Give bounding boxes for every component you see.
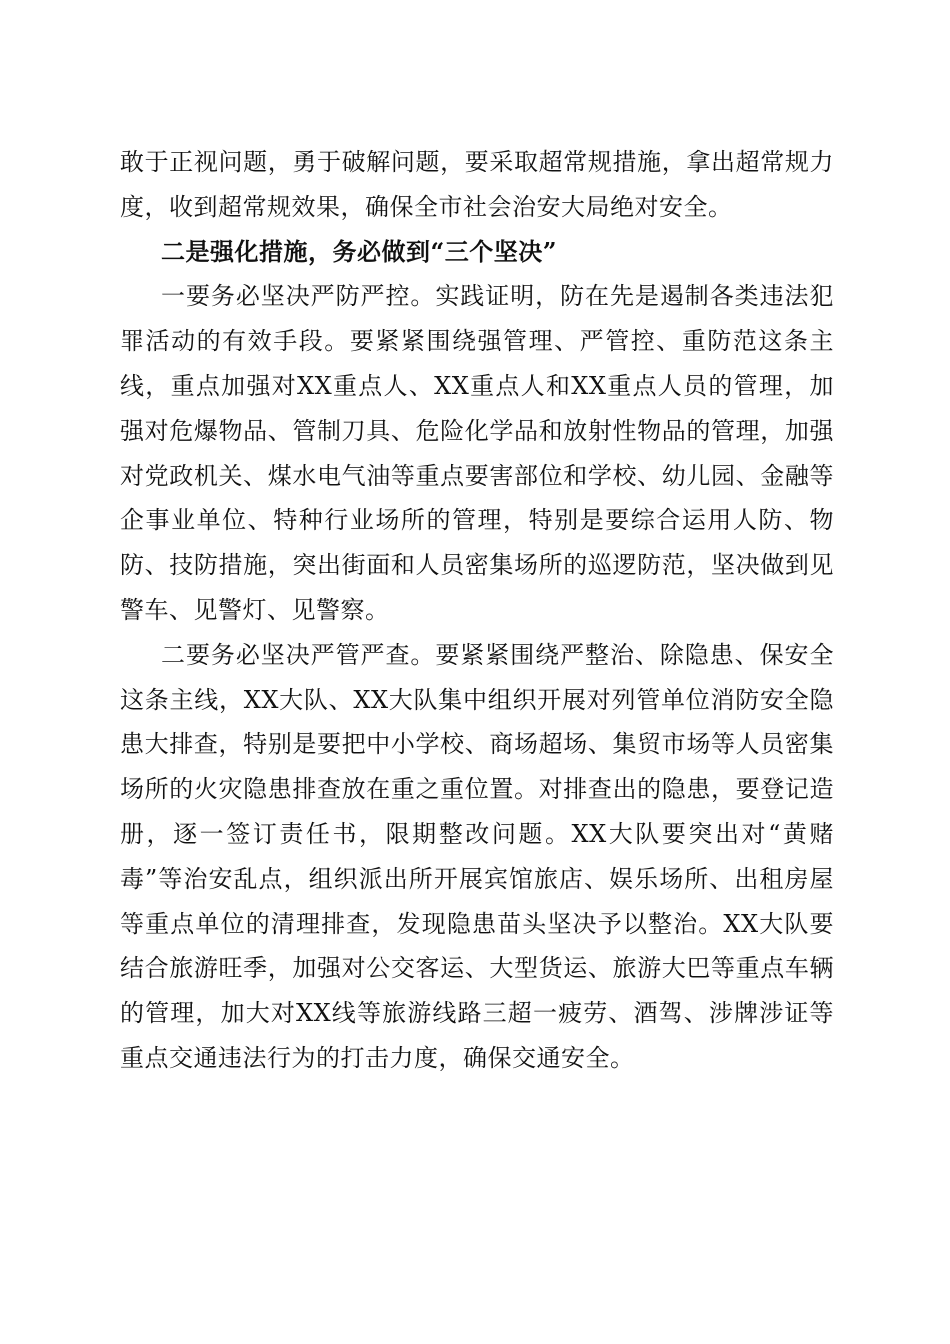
document-body: [120, 140, 834, 1081]
paragraph-strict-prevention: 一要务必坚决严防严控。实践证明，防在先是遏制各类违法犯罪活动的有效手段。要紧紧围绕强管理、严管控、重防范这条主线，重点加强对XX重点人、XX重点人和XX重点人员的管理，加强对危爆物品、管制刀具、危险化学品和放射性物品的管理，加强对党政机关、煤水电气油等重点要害部位和学校、幼儿园、金融等企事业单位、特种行业场所的管理，特别是要综合运用人防、物防、技防措施，突出街面和人员密集场所的巡逻防范，坚决做到见警车、见警灯、见警察。: [120, 282, 834, 624]
paragraph-continuation: 敢于正视问题，勇于破解问题，要采取超常规措施，拿出超常规力度，收到超常规效果，确保全市社会治安大局绝对安全。: [120, 148, 834, 221]
section-heading: 二是强化措施，务必做到“三个坚决”: [161, 236, 558, 266]
paragraph-strict-inspection: 二要务必坚决严管严查。要紧紧围绕严整治、除隐患、保安全这条主线，XX大队、XX大队集中组织开展对列管单位消防安全隐患大排查，特别是要把中小学校、商场超场、集贸市场等人员密集场所的火灾隐患排查放在重之重位置。对排查出的隐患，要登记造册，逐一签订责任书，限期整改问题。XX大队要突出对“黄赌毒”等治安乱点，组织派出所开展宾馆旅店、娱乐场所、出租房屋等重点单位的清理排查，发现隐患苗头坚决予以整治。XX大队要结合旅游旺季，加强对公交客运、大型货运、旅游大巴等重点车辆的管理，加大对XX线等旅游线路三超一疲劳、酒驾、涉牌涉证等重点交通违法行为的打击力度，确保交通安全。: [120, 640, 834, 1072]
